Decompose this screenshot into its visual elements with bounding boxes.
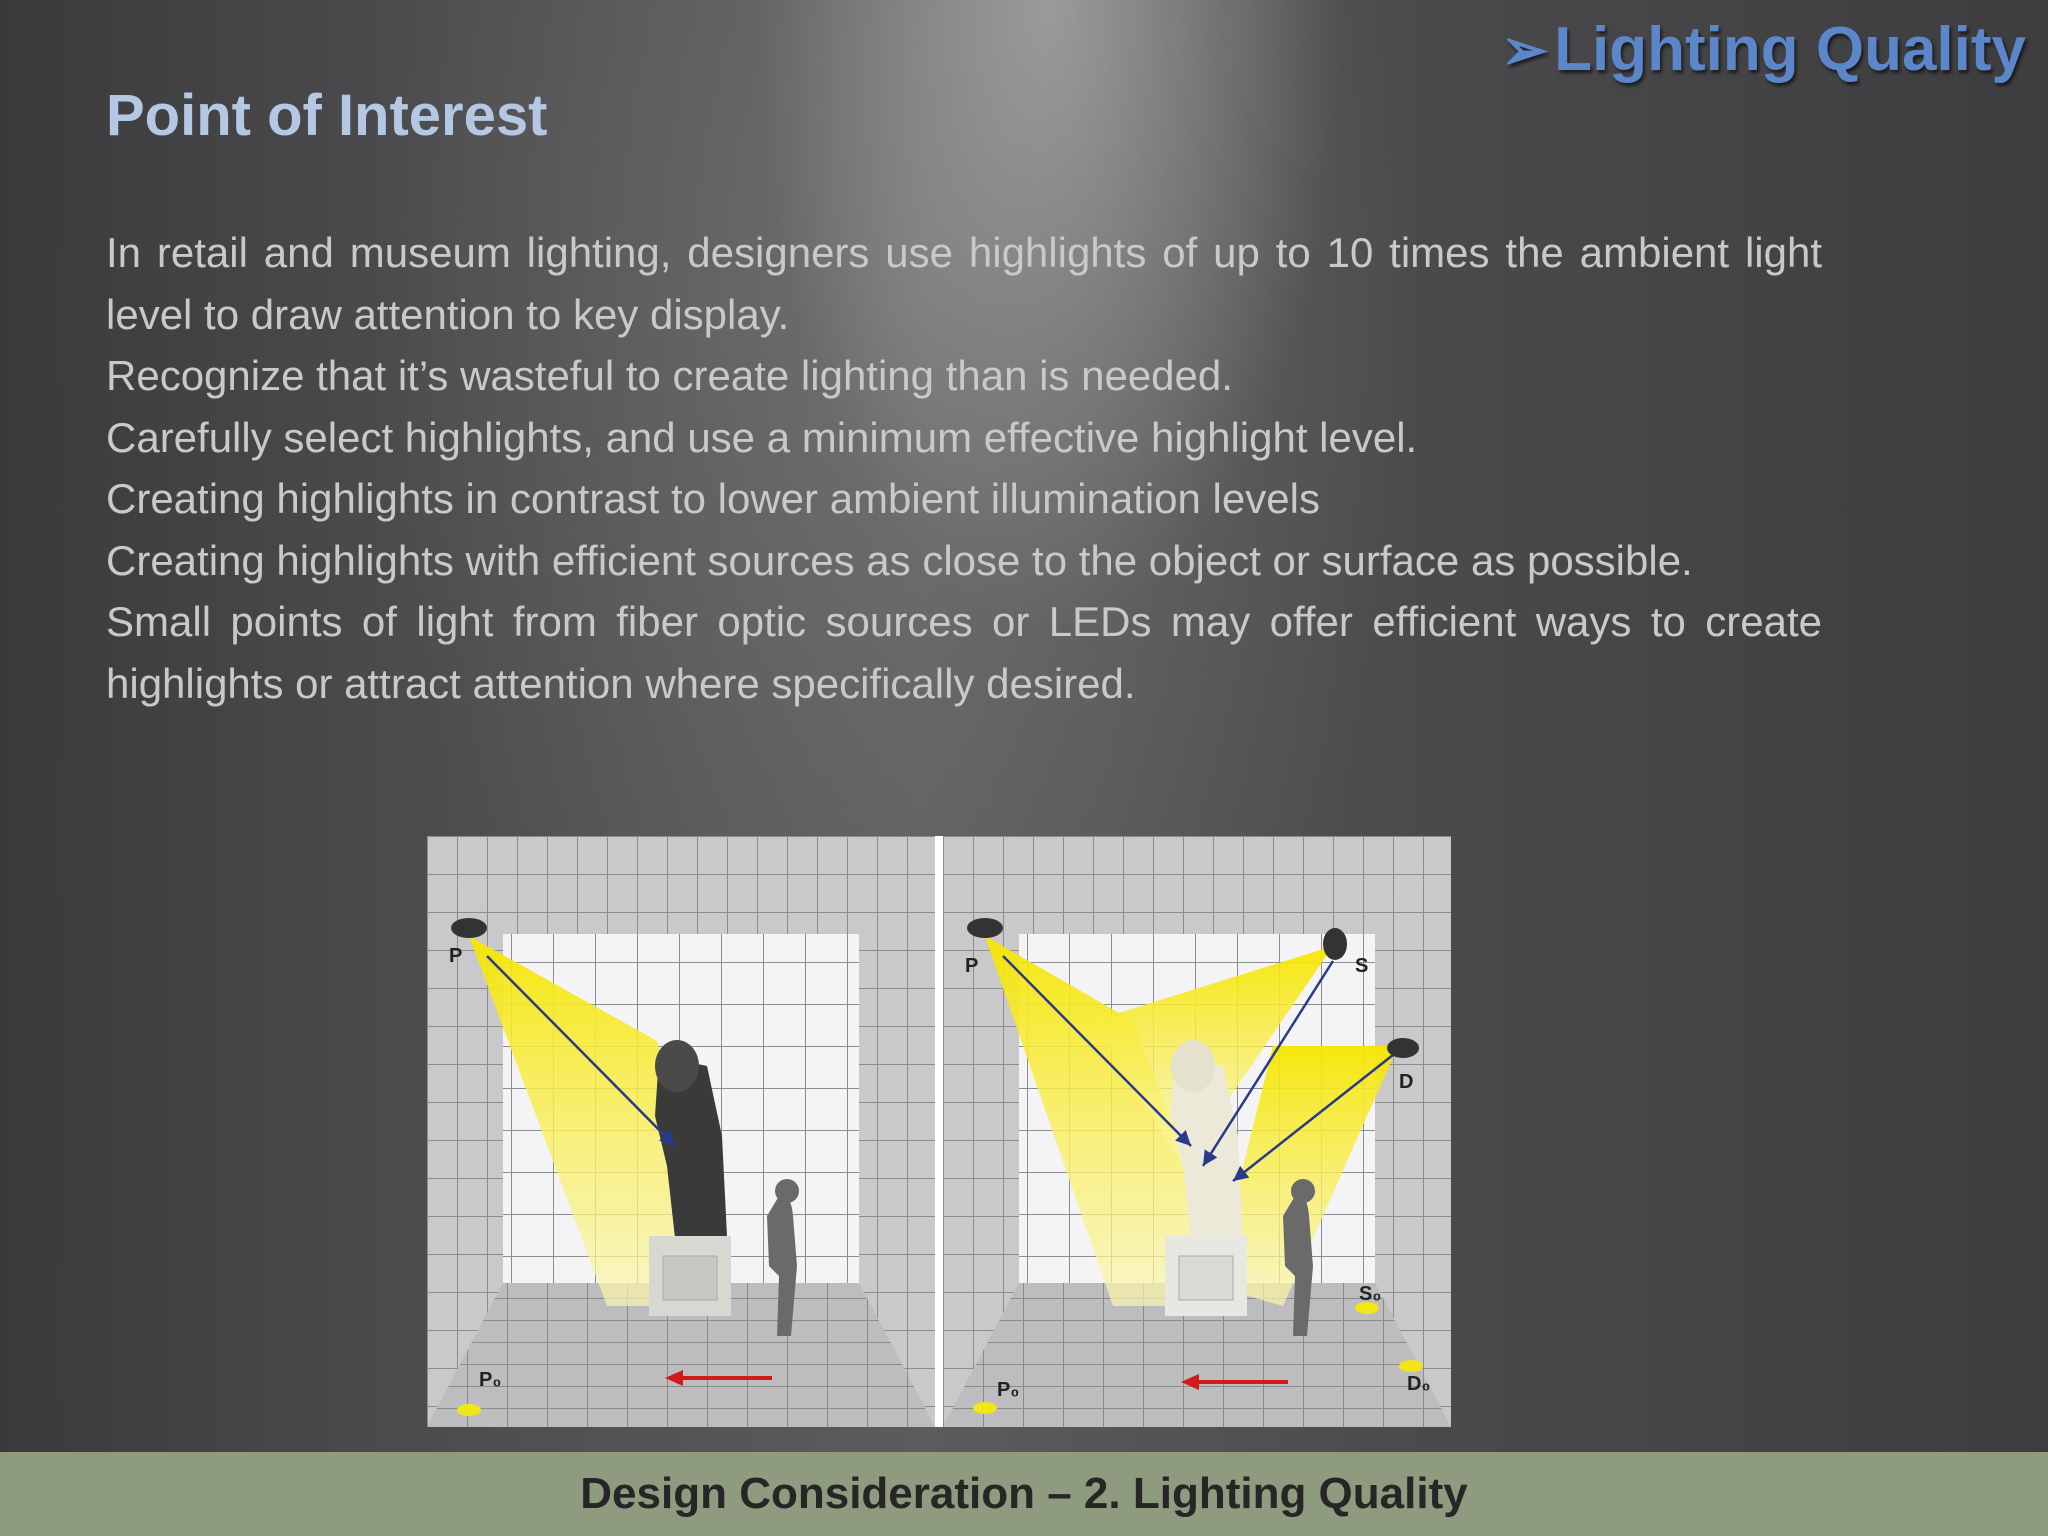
footer-text: Design Consideration – 2. Lighting Quality: [580, 1469, 1468, 1518]
floor-label-p0: P₀: [997, 1379, 1020, 1401]
section-title: Lighting Quality: [1554, 15, 2026, 84]
floor-label-d0: D₀: [1407, 1373, 1431, 1395]
floor-label-p0: P₀: [479, 1369, 502, 1391]
light-label-s: S: [1355, 955, 1369, 977]
lighting-diagram-svg: [427, 836, 1451, 1427]
floor-label-s0: S₀: [1359, 1283, 1382, 1305]
light-label-d: D: [1399, 1071, 1414, 1093]
paragraph: Recognize that it’s wasteful to create lighting than is needed.: [106, 352, 1233, 399]
light-label-p: P: [965, 955, 979, 977]
right-panel: [943, 836, 1451, 1427]
left-panel: [427, 836, 935, 1427]
lighting-diagram: [427, 836, 1451, 1427]
paragraph: Carefully select highlights, and use a minimum effective highlight level.: [106, 413, 1418, 461]
body-text: [106, 222, 1822, 714]
paragraph: Small points of light from fiber optic sources or LEDs may offer efficient ways to create highlights or attract attention where specifically desired.: [106, 598, 1822, 707]
section-heading: [1501, 14, 2026, 85]
paragraph: Creating highlights in contrast to lower ambient illumination levels: [106, 475, 1320, 522]
arrow-bullet-icon: ➢: [1501, 17, 1549, 81]
light-label-p: P: [449, 945, 463, 967]
paragraph: Creating highlights with efficient sources as close to the object or surface as possible.: [106, 536, 1693, 584]
page-title: Point of Interest: [106, 83, 548, 148]
paragraph: In retail and museum lighting, designers use highlights of up to 10 times the ambient light level to draw attention to key display.: [106, 229, 1822, 338]
footer-bar: [0, 1452, 2048, 1536]
